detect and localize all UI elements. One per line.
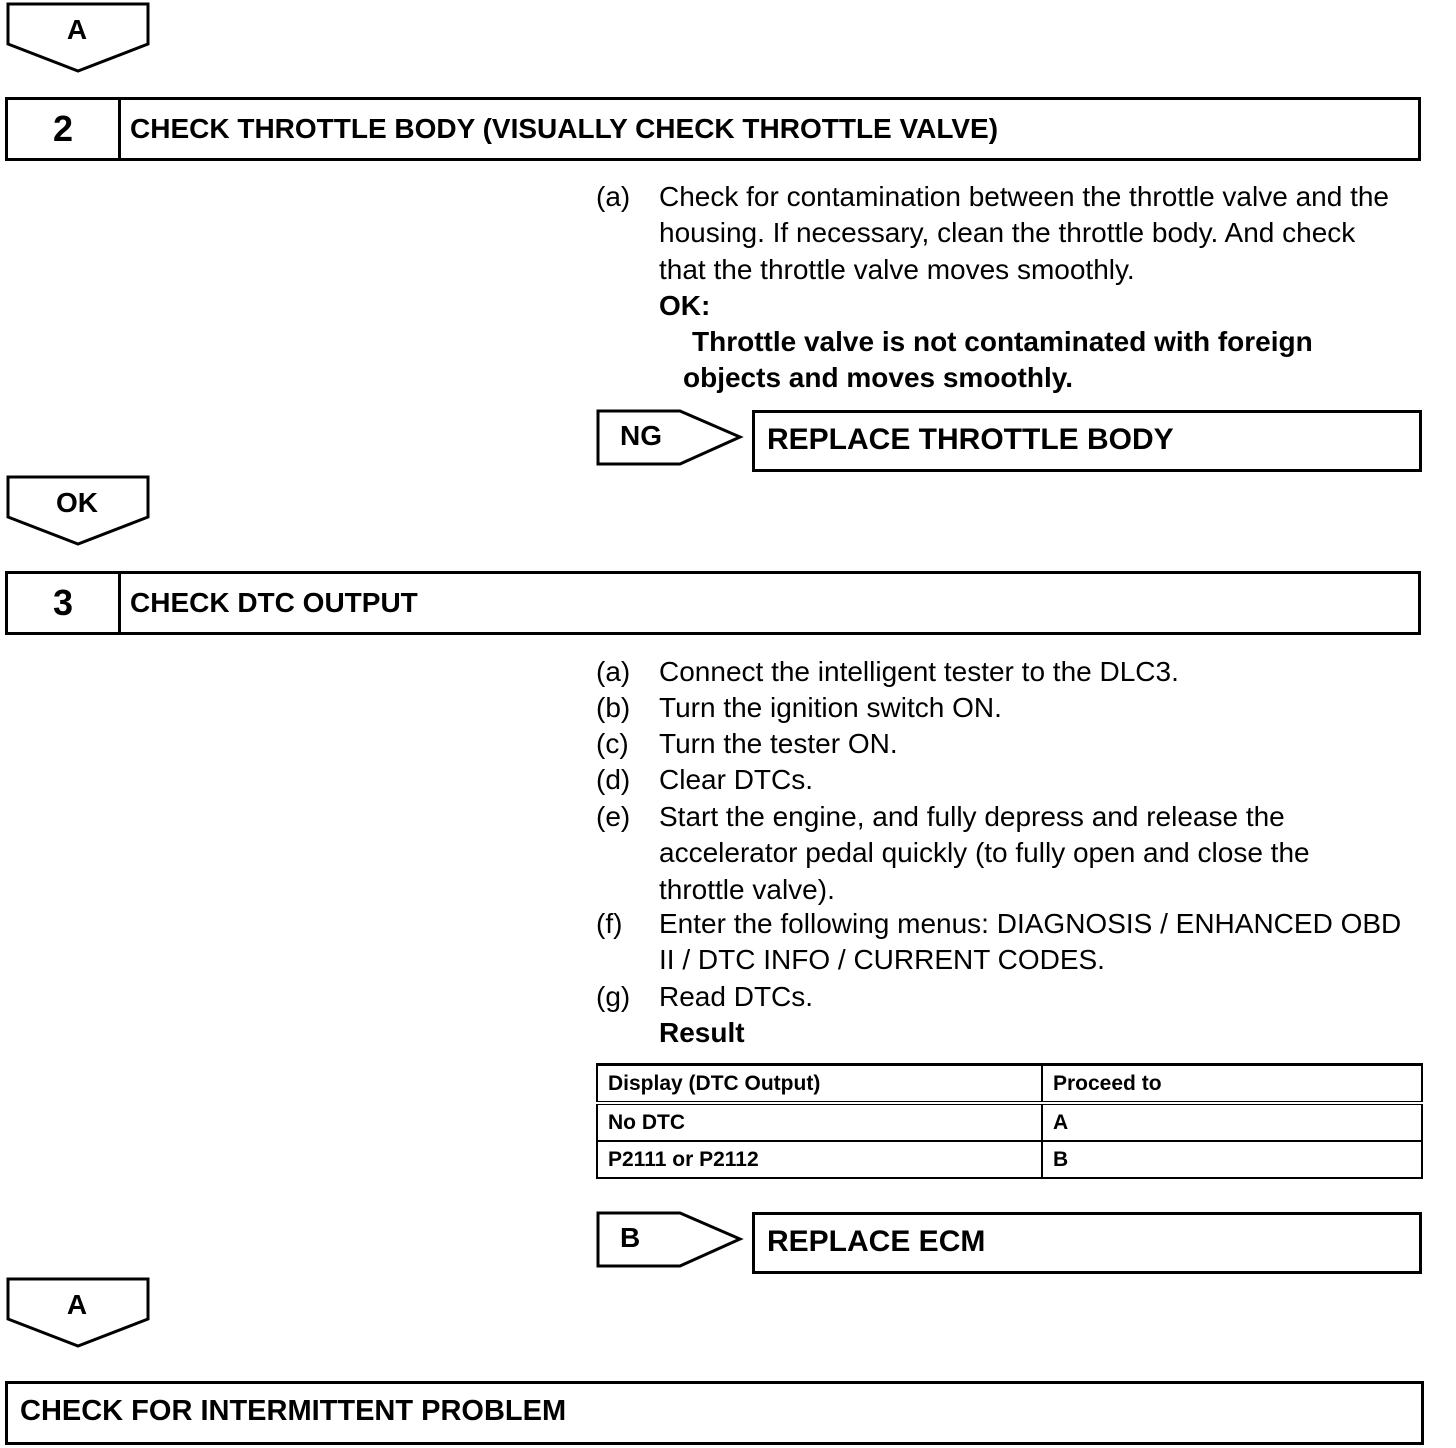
b-action-box: [752, 1212, 1422, 1274]
ng-action-text: REPLACE THROTTLE BODY: [767, 423, 1174, 456]
step-number: 3: [8, 574, 121, 632]
right-arrow-shape: [596, 409, 744, 467]
final-action-text: CHECK FOR INTERMITTENT PROBLEM: [20, 1395, 567, 1427]
step-2-item-a: [596, 179, 1426, 289]
item-marker: (e): [596, 801, 631, 832]
table-cell: P2111 or P2112: [597, 1141, 1042, 1178]
ok-criteria-line2: objects and moves smoothly.: [683, 362, 1074, 393]
step-3-item-f: [596, 906, 1426, 978]
flow-marker-label: A: [66, 1289, 88, 1320]
step-title: CHECK THROTTLE BODY (VISUALLY CHECK THROTTLE VALVE): [130, 113, 999, 144]
item-text: Turn the ignition switch ON.: [659, 692, 1002, 723]
table-header-row: [597, 1065, 1422, 1104]
item-marker: (f): [596, 908, 623, 939]
table-row: [597, 1103, 1422, 1141]
b-action-text: REPLACE ECM: [767, 1225, 986, 1258]
ok-criteria-line1: Throttle valve is not contaminated with foreign: [692, 326, 1313, 357]
item-marker: (d): [596, 764, 631, 795]
table-row: [597, 1141, 1422, 1178]
step-title: CHECK DTC OUTPUT: [130, 587, 418, 618]
result-table: [596, 1063, 1423, 1179]
ng-tag-label: NG: [620, 420, 662, 451]
step-2-header: [5, 97, 1421, 161]
right-arrow-shape: [596, 1211, 744, 1269]
table-cell: A: [1042, 1103, 1422, 1141]
step-3-item-e: [596, 799, 1426, 907]
result-label: Result: [659, 1017, 745, 1048]
item-marker: (a): [596, 181, 631, 212]
item-text: Enter the following menus: DIAGNOSIS / ENHANCED OBD II / DTC INFO / CURRENT CODES.: [659, 908, 1402, 976]
step-number: 2: [8, 100, 121, 158]
item-text: Clear DTCs.: [659, 764, 814, 795]
ok-label: OK:: [659, 290, 711, 321]
final-action-box: [5, 1381, 1424, 1445]
item-text: Connect the intelligent tester to the DLC3.: [659, 656, 1179, 687]
table-cell: No DTC: [597, 1103, 1042, 1141]
table-header-cell: Proceed to: [1042, 1065, 1422, 1104]
item-marker: (c): [596, 728, 629, 759]
b-tag-label: B: [620, 1222, 641, 1253]
item-text: Start the engine, and fully depress and release the accelerator pedal quickly (to fully open and close the throttle valve).: [659, 801, 1310, 905]
item-marker: (a): [596, 656, 631, 687]
item-marker: (g): [596, 981, 631, 1012]
step-3-header: [5, 571, 1421, 635]
ng-action-box: [752, 410, 1422, 472]
flow-marker-a-top: [6, 2, 152, 76]
table-cell: B: [1042, 1141, 1422, 1178]
item-marker: (b): [596, 692, 631, 723]
step-3-item-c: [596, 726, 1426, 762]
ng-tag: [596, 409, 744, 467]
step-3-item-b: [596, 690, 1426, 726]
flow-marker-ok: [6, 475, 152, 549]
b-tag: [596, 1211, 744, 1269]
flow-marker-label: OK: [56, 487, 98, 518]
flow-marker-label: A: [66, 14, 88, 45]
item-text: Check for contamination between the throttle valve and the housing. If necessary, clean the throttle body. And check that the throttle valve moves smoothly.: [659, 181, 1389, 285]
step-3-item-a: [596, 654, 1426, 690]
item-text: Read DTCs.: [659, 981, 814, 1012]
table-header-cell: Display (DTC Output): [597, 1065, 1042, 1104]
flow-marker-a-bottom: [6, 1277, 152, 1351]
item-text: Turn the tester ON.: [659, 728, 898, 759]
step-3-item-g: [596, 979, 1426, 1015]
step-3-item-d: [596, 762, 1426, 798]
